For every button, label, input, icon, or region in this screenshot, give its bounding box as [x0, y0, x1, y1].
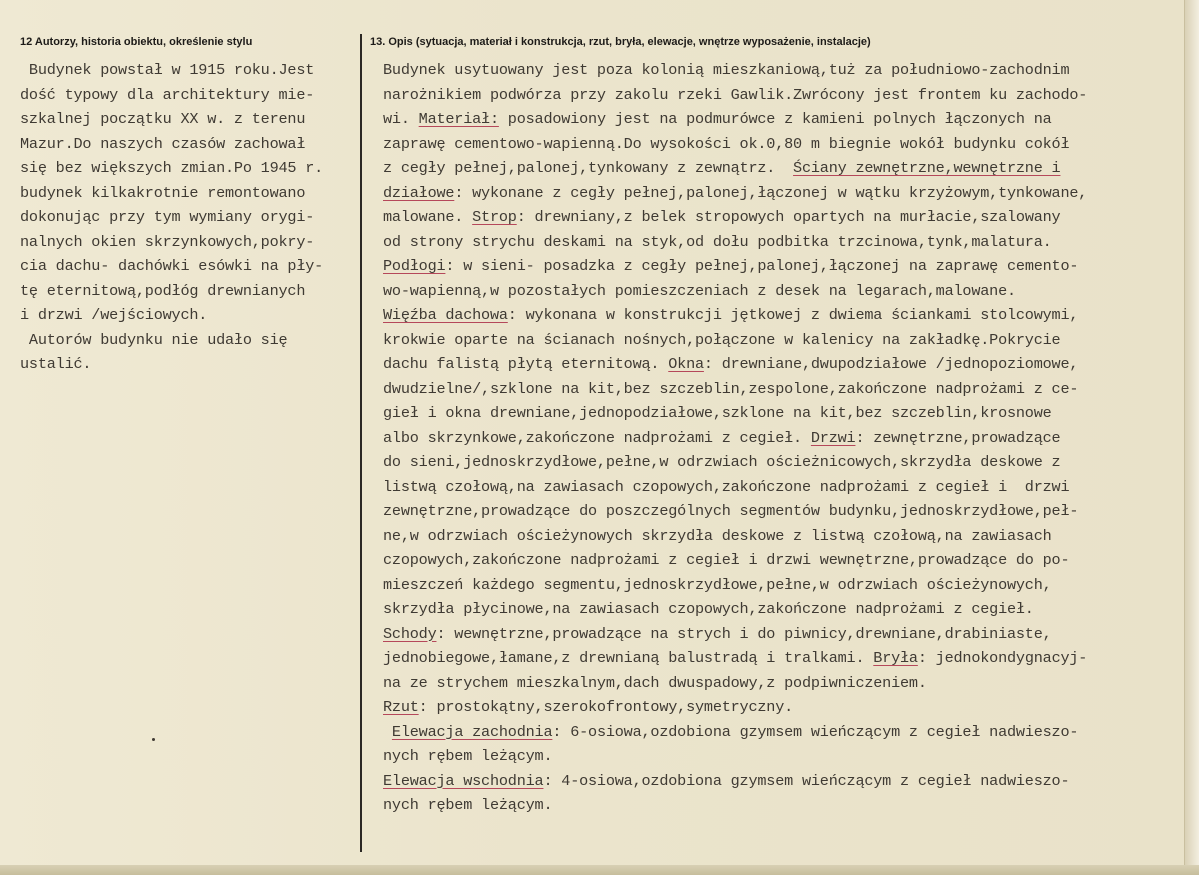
text-line: Mazur.Do naszych czasów zachował	[20, 134, 306, 153]
text-segment: dwudzielne/,szklone na kit,bez szczeblin,zespolone,zakończone nadprożami z ce-	[383, 379, 1079, 398]
underlined-heading: Elewacja wschodnia	[383, 771, 544, 790]
text-segment: od strony strychu deskami na styk,od dołu podbitka trzcinowa,tynk,malatura.	[383, 232, 1052, 251]
text-segment: : drewniany,z belek stropowych opartych na murłacie,szalowany	[516, 208, 1061, 226]
text-segment: wo-wapienną,w pozostałych pomieszczeniach z desek na legarach,malowane.	[383, 281, 1016, 300]
underlined-heading: działowe	[383, 183, 455, 202]
ink-speck	[152, 738, 155, 741]
text-line	[383, 328, 1087, 353]
text-line: dokonując przy tym wymiany orygi-	[20, 208, 315, 226]
underlined-heading: Okna	[668, 355, 704, 373]
text-segment: narożnikiem podwórza przy zakolu rzeki Gawlik.Zwrócony jest frontem ku zachodo-	[383, 85, 1088, 104]
text-line	[383, 695, 1087, 720]
text-segment: ne,w odrzwiach ościeżynowych skrzydła deskowe z listwą czołową,na zawiasach	[383, 526, 1052, 545]
text-segment: Budynek usytuowany jest poza kolonią mieszkaniową,tuż za południowo-zachodnim	[383, 61, 1070, 79]
text-line	[383, 475, 1087, 500]
text-segment: z cegły pełnej,palonej,tynkowany z zewnątrz.	[383, 159, 794, 177]
text-segment: do sieni,jednoskrzydłowe,pełne,w odrzwiach ościeżnicowych,skrzydła deskowe z	[383, 453, 1061, 471]
text-segment: : prostokątny,szerokofrontowy,symetryczny.	[418, 698, 794, 716]
text-segment: : 4-osiowa,ozdobiona gzymsem wieńczącym z cegieł nadwieszo-	[543, 771, 1070, 790]
text-segment: gieł i okna drewniane,jednopodziałowe,szklone na kit,bez szczeblin,krosnowe	[383, 404, 1052, 422]
text-line	[383, 524, 1087, 549]
text-line	[383, 156, 1087, 181]
text-line: szkalnej początku XX w. z terenu	[20, 110, 306, 128]
underlined-heading: Schody	[383, 624, 437, 643]
text-segment: : w sieni- posadzka z cegły pełnej,palonej,łączonej na zaprawę cemento-	[445, 257, 1079, 275]
text-line: nalnych okien skrzynkowych,pokry-	[20, 232, 315, 251]
text-line: się bez większych zmian.Po 1945 r.	[20, 159, 324, 177]
text-line: ustalić.	[20, 355, 92, 373]
text-line	[383, 401, 1087, 426]
underlined-heading: Strop	[472, 208, 517, 226]
text-segment: na ze strychem mieszkalnym,dach dwuspadowy,z podpiwniczeniem.	[383, 673, 927, 692]
text-segment: czopowych,zakończone nadprożami z cegieł i drzwi wewnętrzne,prowadzące do po-	[383, 551, 1070, 569]
text-segment: : zewnętrzne,prowadzące	[855, 428, 1061, 447]
text-line	[383, 671, 1087, 696]
text-segment	[383, 723, 392, 741]
text-line	[383, 352, 1087, 377]
text-line	[383, 622, 1087, 647]
text-line: Budynek powstał w 1915 roku.Jest	[20, 61, 315, 79]
text-line	[383, 499, 1087, 524]
text-segment: posadowiony jest na podmurówce z kamieni polnych łączonych na	[498, 110, 1052, 128]
text-segment: : wewnętrzne,prowadzące na strych i do piwnicy,drewniane,drabiniaste,	[436, 624, 1052, 643]
text-line	[383, 181, 1087, 206]
text-segment: krokwie oparte na ścianach nośnych,połączone w kalenicy na zakładkę.Pokrycie	[383, 330, 1061, 349]
underlined-heading: Ściany zewnętrzne,wewnętrzne i	[793, 159, 1061, 177]
text-segment: listwą czołową,na zawiasach czopowych,zakończone nadprożami z cegieł i drzwi	[383, 477, 1070, 496]
text-line	[383, 58, 1087, 83]
text-line: i drzwi /wejściowych.	[20, 306, 208, 324]
text-line: tę eternitową,podłóg drewnianych	[20, 281, 306, 300]
underlined-heading: Drzwi	[810, 428, 856, 447]
text-segment: jednobiegowe,łamane,z drewnianą balustradą i tralkami.	[383, 649, 874, 667]
text-segment: : wykonana w konstrukcji jętkowej z dwiema ściankami stolcowymi,	[507, 306, 1079, 324]
column-divider	[360, 34, 362, 852]
section-13-header: 13. Opis (sytuacja, materiał i konstrukcja, rzut, bryła, elewacje, wnętrze wyposażenie, instalacje)	[370, 36, 871, 48]
description-text-column	[383, 58, 1087, 818]
text-line: dość typowy dla architektury mie-	[20, 85, 315, 104]
text-segment: zaprawę cementowo-wapienną.Do wysokości ok.0,80 m biegnie wokół budynku cokół	[383, 134, 1070, 153]
history-text-column	[20, 58, 323, 377]
text-line	[383, 548, 1087, 573]
underlined-heading: Podłogi	[383, 257, 446, 275]
text-segment: : 6-osiowa,ozdobiona gzymsem wieńczącym z cegieł nadwieszo-	[552, 722, 1079, 741]
text-line: Autorów budynku nie udało się	[20, 330, 288, 349]
text-segment: skrzydła płycinowe,na zawiasach czopowych,zakończone nadprożami z cegieł.	[383, 600, 1034, 618]
text-segment: nych rębem leżącym.	[383, 796, 553, 814]
text-line	[383, 744, 1087, 769]
text-line	[383, 769, 1087, 794]
text-line	[383, 279, 1087, 304]
text-segment: mieszczeń każdego segmentu,jednoskrzydłowe,pełne,w odrzwiach ościeżynowych,	[383, 575, 1052, 594]
text-line	[383, 793, 1087, 818]
text-segment: malowane.	[383, 208, 473, 226]
text-segment: : wykonane z cegły pełnej,palonej,łączonej w wątku krzyżowym,tynkowane,	[454, 183, 1088, 202]
text-segment: zewnętrzne,prowadzące do poszczególnych segmentów budynku,jednoskrzydłowe,peł-	[383, 502, 1079, 520]
text-line	[383, 205, 1087, 230]
paper-edge	[1184, 0, 1199, 875]
text-line	[383, 83, 1087, 108]
text-line	[383, 450, 1087, 475]
text-segment: : jednokondygnacyj-	[917, 649, 1088, 667]
underlined-heading: Więźba dachowa	[383, 306, 508, 324]
text-line	[383, 377, 1087, 402]
text-line	[383, 230, 1087, 255]
paper-bottom-edge	[0, 865, 1199, 875]
text-line	[383, 646, 1087, 671]
text-line	[383, 720, 1087, 745]
text-segment: albo skrzynkowe,zakończone nadprożami z cegieł.	[383, 428, 811, 447]
underlined-heading: Bryła	[873, 649, 918, 667]
text-line	[383, 254, 1087, 279]
text-line	[383, 132, 1087, 157]
text-segment: : drewniane,dwupodziałowe /jednopoziomowe,	[703, 355, 1079, 373]
text-line	[383, 597, 1087, 622]
text-line: cia dachu- dachówki esówki na pły-	[20, 257, 324, 275]
text-segment: dachu falistą płytą eternitową.	[383, 355, 669, 373]
text-line	[383, 107, 1087, 132]
text-line: budynek kilkakrotnie remontowano	[20, 183, 306, 202]
text-line	[383, 303, 1087, 328]
text-segment: nych rębem leżącym.	[383, 747, 553, 765]
text-line	[383, 426, 1087, 451]
section-12-header: 12 Autorzy, historia obiektu, określenie stylu	[20, 36, 253, 48]
underlined-heading: Rzut	[383, 698, 419, 716]
underlined-heading: Materiał:	[418, 110, 499, 128]
underlined-heading: Elewacja zachodnia	[391, 722, 553, 741]
text-line	[383, 573, 1087, 598]
text-segment: wi.	[383, 110, 419, 128]
